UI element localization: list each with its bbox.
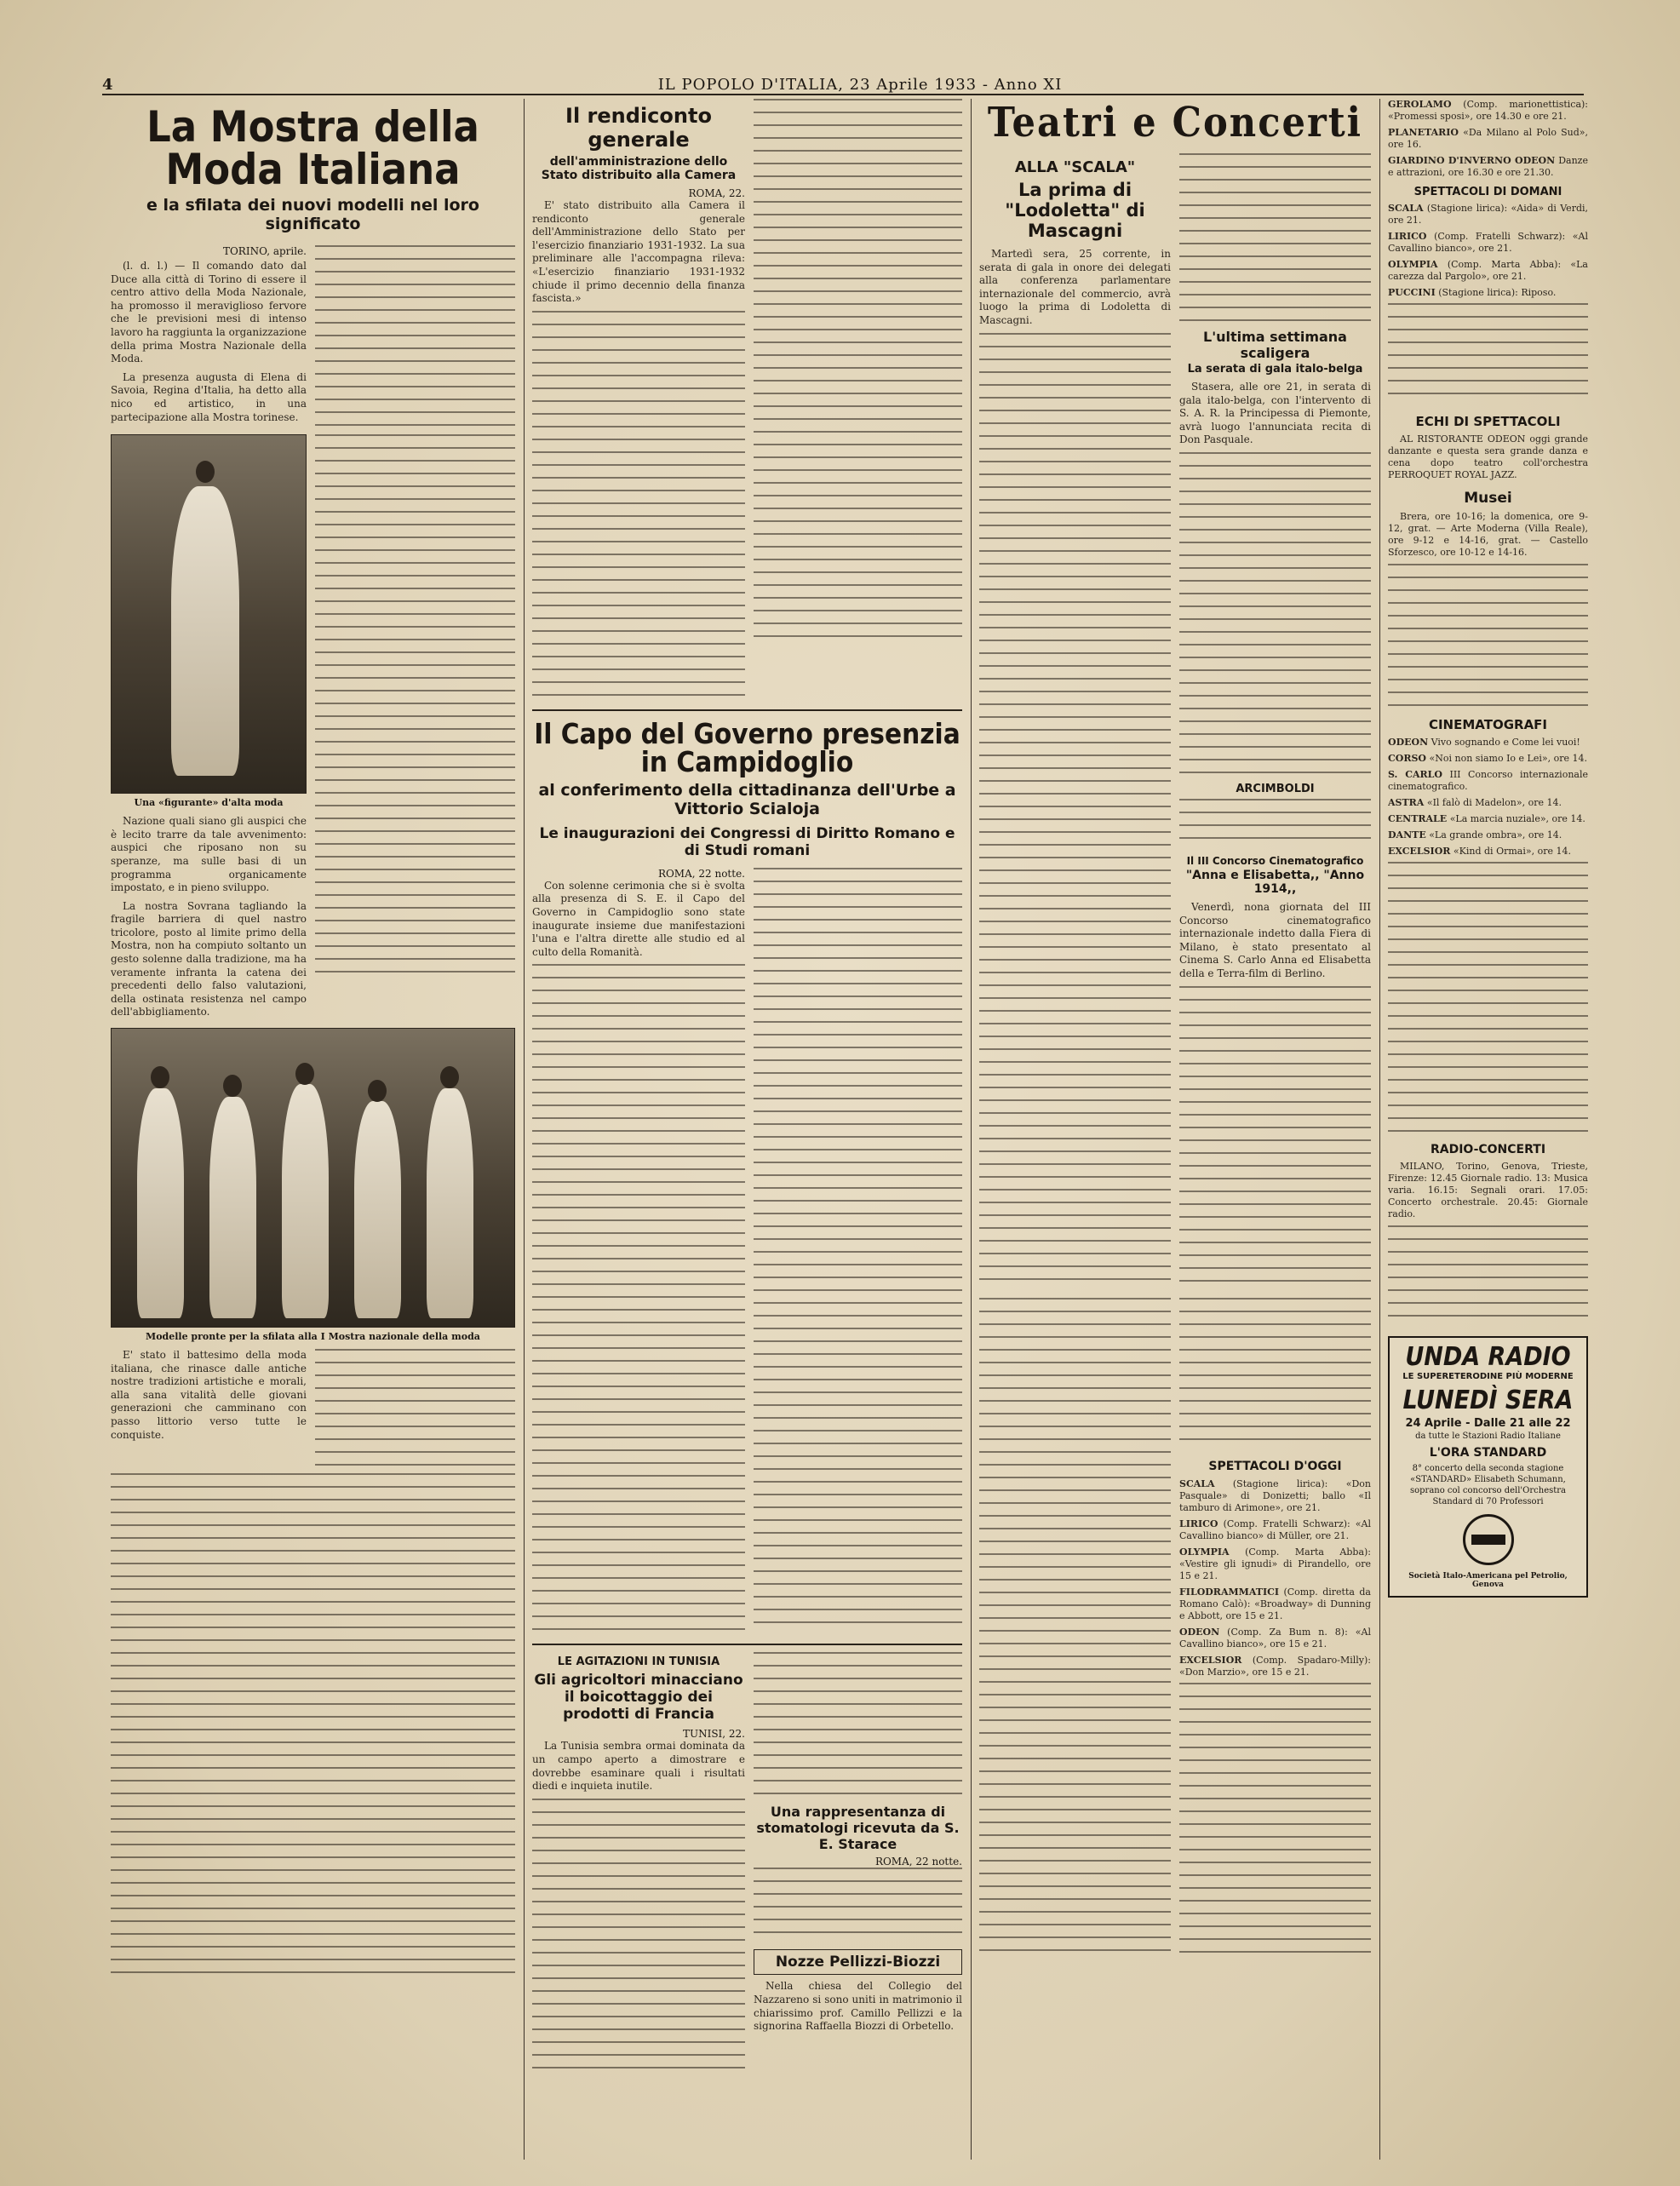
text-column-filler <box>1179 986 1371 1293</box>
headline-nozze: Nozze Pellizzi-Biozzi <box>775 1954 941 1971</box>
subheadline-congressi: Le inaugurazioni dei Congressi di Diritto Romano e di Studi romani <box>539 824 955 859</box>
dateline: ROMA, 22 notte. <box>657 867 745 880</box>
photo-caption: Modelle pronte per la sfilata alla I Mostra nazionale della moda <box>146 1331 480 1343</box>
dateline: ROMA, 22 notte. <box>874 1856 962 1868</box>
text-column-filler <box>754 1868 962 1944</box>
article-paragraph: E' stato distribuito alla Camera il rendiconto generale dell'Amministrazione dello Stato per l'esercizio finanziario 1931-1932. La sua preliminare alle l'accompagna rileva: «L'esercizio finanziario 1931-1932 chiude il primo decennio della finanza fascista.» <box>532 199 745 305</box>
fashion-photo <box>111 434 307 794</box>
listing-item: DANTE «La grande ombra», ore 14. <box>1388 829 1562 841</box>
subheadline-moda: e la sfilata dei nuovi modelli nel loro significato <box>146 196 479 233</box>
article-paragraph: La Tunisia sembra ormai dominata da un campo aperto a dimostrare e dovrebbe esaminare quali i risultati diedi e inquieta inutile. <box>532 1740 745 1793</box>
column-rule <box>524 99 525 2160</box>
text-column-filler <box>111 1473 515 1984</box>
text-column-filler <box>1388 1225 1588 1328</box>
subheadline-gala: La serata di gala italo-belga <box>1187 363 1363 376</box>
standard-logo-icon <box>1463 1514 1514 1565</box>
listing-item: OLYMPIA (Comp. Marta Abba): «La carezza dal Pargolo», ore 21. <box>1388 259 1588 282</box>
listing-item: EXCELSIOR «Kind di Ormai», ore 14. <box>1388 846 1571 857</box>
listings-column <box>1388 99 1588 2160</box>
radio-paragraph: MILANO, Torino, Genova, Trieste, Firenze: 12.45 Giornale radio. 13: Musica varia. 16.15: Segnali orari. 17.05: Concerto orchestrale. 20.45: Giornale radio. <box>1388 1161 1588 1219</box>
ad-text: 8° concerto della seconda stagione «STANDARD» Elisabeth Schumann, soprano col concorso dell'Orchestra Standard di 70 Professori <box>1409 1464 1567 1506</box>
listing-item: SCALA (Stagione lirica): «Aida» di Verdi, ore 21. <box>1388 203 1588 226</box>
text-column-filler <box>1388 862 1588 1134</box>
listing-item: PUCCINI (Stagione lirica): Riposo. <box>1388 287 1557 298</box>
listing-item: CORSO «Noi non siamo Io e Lei», ore 14. <box>1388 753 1587 764</box>
subheadline-concorso: "Anna e Elisabetta,, "Anno 1914,, <box>1185 868 1365 896</box>
masthead: IL POPOLO D'ITALIA, 23 Aprile 1933 - Anno XI <box>657 76 1063 94</box>
dateline: TUNISI, 22. <box>682 1728 745 1741</box>
article-paragraph: Nazione quali siano gli auspici che è lecito trarre da tale avvenimento: auspici che riposano non su speranze, ma sulle basi di un programma organicamente impostato, e in pieno sviluppo. <box>111 815 307 894</box>
political-news-column <box>532 99 962 2160</box>
ad-subtitle: LE SUPERETERODINE PIÙ MODERNE <box>1402 1372 1574 1381</box>
unda-radio-ad <box>1388 1336 1588 1598</box>
text-column-filler <box>315 1349 515 1468</box>
article-paragraph: Stasera, alle ore 21, in serata di gala italo-belga, con l'intervento di S. A. R. la Principessa di Piemonte, avrà luogo l'annunciata recita di Don Pasquale. <box>1179 381 1371 446</box>
listing-item: ODEON (Comp. Za Bum n. 8): «Al Cavallino bianco», ore 15 e 21. <box>1179 1626 1371 1650</box>
musei-paragraph: Brera, ore 10-16; la domenica, ore 9-12, grat. — Arte Moderna (Villa Reale), ore 9-12 e 14-16, grat. — Castello Sforzesco, ore 10-12 e 14-16. <box>1388 511 1588 558</box>
listing-item: OLYMPIA (Comp. Marta Abba): «Vestire gli ignudi» di Pirandello, ore 15 e 21. <box>1179 1546 1371 1581</box>
text-column-filler <box>1179 1298 1371 1451</box>
subheadline-campidoglio: al conferimento della cittadinanza dell'Urbe a Vittorio Scialoja <box>538 780 956 818</box>
text-column-filler <box>1179 153 1371 324</box>
headline-ultima-settimana: L'ultima settimana scaligera <box>1203 329 1347 361</box>
ad-day: LUNEDÌ SERA <box>1402 1386 1574 1415</box>
article-paragraph: La nostra Sovrana tagliando la fragile barriera di quel nastro tricolore, posto al limite primo della Mostra, non ha compiuto soltanto un gesto solenne dalla tradizione, ma ha veramente infranta la catena dei precedenti dello falso valutazioni, della ostinata resistenza nel campo dell'abbigliamento. <box>111 899 307 1018</box>
subheadline-rendiconto: dell'amministrazione dello Stato distribuito alla Camera <box>541 155 737 182</box>
section-cinematografi: CINEMATOGRAFI <box>1428 717 1548 732</box>
text-column-filler <box>315 245 515 429</box>
article-paragraph: Con solenne cerimonia che si è svolta alla presenza di S. E. il Capo del Governo in Campidoglio sono state inaugurate insieme due manifestazioni l'una e l'altra dirette alle studio ed al culto della Romanità. <box>532 879 745 958</box>
headline-concorso: Il III Concorso Cinematografico <box>1186 854 1364 867</box>
text-column-filler <box>315 434 515 979</box>
dateline: ROMA, 22. <box>688 187 745 199</box>
text-column-filler <box>1179 1683 1371 1964</box>
listing-item: LIRICO (Comp. Fratelli Schwarz): «Al Cavallino bianco», ore 21. <box>1388 231 1588 254</box>
article-paragraph: Martedì sera, 25 corrente, in serata di gala in onore dei delegati alla conferenza parlamentare internazionale del commercio, avrà luogo la prima di Lodoletta di Mascagni. <box>979 248 1171 326</box>
kicker-scala: ALLA "SCALA" <box>1014 158 1136 176</box>
echo-paragraph: AL RISTORANTE ODEON oggi grande danzante e questa sera grande danza e cena dopo teatro coll'orchestra PERROQUET ROYAL JAZZ. <box>1388 433 1588 480</box>
headline-lodoletta: La prima di "Lodoletta" di Mascagni <box>1005 180 1145 241</box>
article-paragraph: La presenza augusta di Elena di Savoia, Regina d'Italia, ha detto alla nico ed artistico, in una partecipazione alla Mostra torinese. <box>111 370 307 423</box>
text-column-filler <box>979 1298 1171 1962</box>
dateline: TORINO, aprile. <box>222 245 307 257</box>
ad-program: L'ORA STANDARD <box>1429 1446 1547 1460</box>
column-rule <box>1379 99 1380 2160</box>
listing-item: SCALA (Stagione lirica): «Don Pasquale» di Donizetti; ballo «Il tamburo di Arimone», ore 21. <box>1179 1477 1371 1513</box>
ad-time: 24 Aprile - Dalle 21 alle 22 <box>1405 1417 1571 1430</box>
text-column-filler <box>979 333 1171 1287</box>
article-paragraph: (l. d. l.) — Il comando dato dal Duce alla città di Torino di essere il centro attivo della Moda Nazionale, ha promosso il meraviglioso fervore che le previsioni mesi di intenso lavoro ha raggiunta la organizzazione della prima Mostra Nazionale della Moda. <box>111 260 307 365</box>
listing-item: GIARDINO D'INVERNO ODEON Danze e attrazioni, ore 16.30 e ore 21.30. <box>1388 155 1588 178</box>
listing-item: PLANETARIO «Da Milano al Polo Sud», ore 16. <box>1388 127 1588 150</box>
text-column-filler <box>532 964 745 1637</box>
section-musei: Musei <box>1464 490 1512 507</box>
headline-stomatologi: Una rappresentanza di stomatologi ricevuta da S. E. Starace <box>756 1804 960 1853</box>
text-column-filler <box>1388 303 1588 405</box>
headline-campidoglio: Il Capo del Governo presenzia in Campidoglio <box>534 716 960 778</box>
listing-item: GEROLAMO (Comp. marionettistica): «Promessi sposi», ore 14.30 e ore 21. <box>1388 99 1588 122</box>
listing-item: LIRICO (Comp. Fratelli Schwarz): «Al Cavallino bianco» di Müller, ore 21. <box>1179 1518 1371 1541</box>
section-spettacoli-oggi: SPETTACOLI D'OGGI <box>1208 1459 1342 1473</box>
listing-item: S. CARLO III Concorso internazionale cinematografico. <box>1388 769 1588 792</box>
article-paragraph: Venerdì, nona giornata del III Concorso cinematografico internazionale indetto dalla Fiera di Milano, è stato presentato al Cinema S. Carlo Anna ed Elisabetta della e Terra-film di Berlino. <box>1179 900 1371 979</box>
banner-teatri: Teatri e Concerti <box>987 99 1363 146</box>
article-paragraph: Nella chiesa del Collegio del Nazzareno si sono uniti in matrimonio il chiarissimo prof. Camillo Pellizzi e la signorina Raffaella Biozzi di Orbetello. <box>754 1980 962 2033</box>
text-column-filler <box>754 1652 962 1797</box>
listing-item: ODEON Vivo sognando e Come lei vuoi! <box>1388 737 1580 748</box>
text-column-filler <box>1179 452 1371 776</box>
ad-stations: da tutte le Stazioni Radio Italiane <box>1415 1432 1561 1441</box>
text-column-filler <box>532 311 745 703</box>
section-radio: RADIO-CONCERTI <box>1430 1143 1546 1156</box>
listing-item: EXCELSIOR (Comp. Spadaro-Milly): «Don Marzio», ore 15 e 21. <box>1179 1654 1371 1678</box>
photo-caption: Una «figurante» d'alta moda <box>134 797 284 809</box>
listing-item: CENTRALE «La marcia nuziale», ore 14. <box>1388 813 1585 824</box>
text-column-filler <box>532 1799 745 2071</box>
section-spettacoli-domani: SPETTACOLI DI DOMANI <box>1413 186 1562 198</box>
section-echi: ECHI DI SPETTACOLI <box>1415 414 1561 429</box>
headline-rendiconto: Il rendiconto generale <box>565 104 712 152</box>
text-column-filler <box>1179 799 1371 850</box>
section-arcimboldi: ARCIMBOLDI <box>1236 782 1315 795</box>
ad-title: UNDA RADIO <box>1405 1342 1571 1372</box>
text-column-filler <box>754 99 962 644</box>
article-moda-column <box>111 99 515 2160</box>
subheadline-tunisia: Gli agricoltori minacciano il boicottaggio dei prodotti di Francia <box>534 1672 743 1724</box>
page-number: 4 <box>102 76 114 94</box>
headline-moda: La Mostra della Moda Italiana <box>146 102 479 194</box>
ad-company: Società Italo-Americana pel Petrolio, Genova <box>1408 1572 1568 1589</box>
column-rule <box>971 99 972 2160</box>
article-paragraph: E' stato il battesimo della moda italiana, che rinasce dalle antiche nostre tradizioni artistiche e morali, alla sana vitalità delle giovani generazioni che camminano con passo littorio verso tutte le conquiste. <box>111 1349 307 1441</box>
text-column-filler <box>754 868 962 1634</box>
headline-tunisia: LE AGITAZIONI IN TUNISIA <box>557 1655 720 1669</box>
listing-item: ASTRA «Il falò di Madelon», ore 14. <box>1388 797 1562 808</box>
listing-item: FILODRAMMATICI (Comp. diretta da Romano Calò): «Broadway» di Dunning e Abbott, ore 15 e 21. <box>1179 1586 1371 1621</box>
text-column-filler <box>1388 564 1588 709</box>
theatre-column <box>979 99 1371 2160</box>
page-header <box>102 72 1584 95</box>
models-photo <box>111 1028 515 1328</box>
